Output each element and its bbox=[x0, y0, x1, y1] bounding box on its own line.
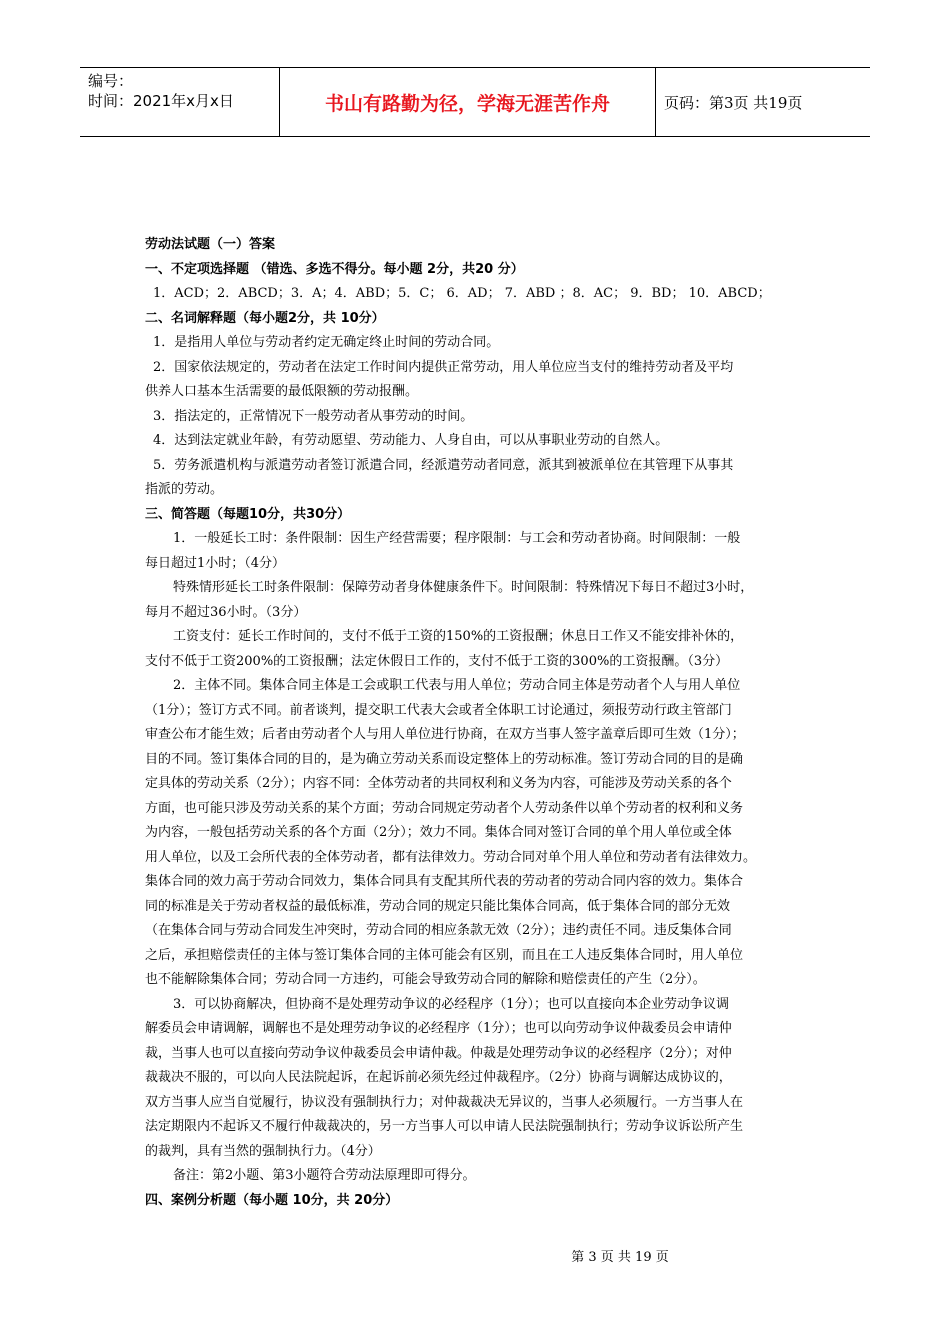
definition-3: 3．指法定的，正常情况下一般劳动者从事劳动的时间。 bbox=[153, 408, 474, 424]
answer-2-line: 为内容，一般包括劳动关系的各个方面（2分）；效力不同。集体合同对签订合同的单个用人单位或全体 bbox=[145, 825, 732, 840]
answer-1-line: 每日超过1小时；（4分） bbox=[145, 555, 286, 571]
answer-2-line: （在集体合同与劳动合同发生冲突时，劳动合同的相应条款无效（2分）；违约责任不同。违反集体合同 bbox=[145, 923, 732, 938]
answer-2-line: 同的标准是关于劳动者权益的最低标准，劳动合同的规定只能比集体合同高，低于集体合同的部分无效 bbox=[145, 898, 731, 914]
definition-5-cont: 指派的劳动。 bbox=[145, 482, 224, 497]
section-1-answers: 1．ACD；2．ABCD；3．A；4．ABD；5．C； 6．AD； 7．ABD ；8．AC； 9．BD； 10．ABCD； bbox=[153, 286, 771, 301]
answer-3-line: 法定期限内不起诉又不履行仲裁裁决的，另一方当事人可以申请人民法院强制执行；劳动争议诉讼所产生 bbox=[145, 1119, 744, 1134]
answer-1-line: 支付不低于工资200%的工资报酬；法定休假日工作的，支付不低于工资的300%的工资报酬。（3分） bbox=[145, 653, 729, 669]
answer-3-line: 裁裁决不服的，可以向人民法院起诉，在起诉前必须先经过仲裁程序。（2分）协商与调解达成协议的， bbox=[145, 1070, 732, 1085]
code-label: 编号： bbox=[88, 72, 134, 90]
section-2-heading: 二、名词解释题（每小题2分，共 10分） bbox=[145, 310, 385, 326]
answer-1-line: 特殊情形延长工时条件限制：保障劳动者身体健康条件下。时间限制：特殊情况下每日不超过3小时， bbox=[173, 580, 754, 595]
answer-2-line: 之后，承担赔偿责任的主体与签订集体合同的主体可能会有区别，而且在工人违反集体合同时，用人单位 bbox=[145, 947, 744, 963]
header-meta bbox=[80, 68, 280, 136]
answer-1-line: 每月不超过36小时。（3分） bbox=[145, 604, 307, 620]
definition-2: 2．国家依法规定的，劳动者在法定工作时间内提供正常劳动，用人单位应当支付的维持劳动者及平均 bbox=[153, 359, 734, 375]
answer-2-line: 定具体的劳动关系（2分）；内容不同：全体劳动者的共同权利和义务为内容，可能涉及劳动关系的各个 bbox=[145, 776, 732, 791]
answer-2-line: 2．主体不同。集体合同主体是工会或职工代表与用人单位；劳动合同主体是劳动者个人与用人单位 bbox=[173, 678, 741, 693]
answer-1-line: 工资支付：延长工作时间的，支付不低于工资的150%的工资报酬；休息日工作又不能安排补休的， bbox=[173, 629, 744, 644]
answer-2-line: 目的不同。签订集体合同的目的，是为确立劳动关系而设定整体上的劳动标准。签订劳动合同的目的是确 bbox=[145, 751, 744, 767]
page-footer: 第 3 页 共 19 页 bbox=[571, 1250, 669, 1265]
answer-2-line: 集体合同的效力高于劳动合同效力，集体合同具有支配其所代表的劳动者的劳动合同内容的效力。集体合 bbox=[145, 874, 744, 889]
doc-title: 劳动法试题（一）答案 bbox=[145, 237, 276, 252]
definition-5: 5．劳务派遣机构与派遣劳动者签订派遣合同，经派遣劳动者同意，派其到被派单位在其管理下从事其 bbox=[153, 457, 734, 473]
answer-2-line: 用人单位，以及工会所代表的全体劳动者，都有法律效力。劳动合同对单个用人单位和劳动者有法律效力。 bbox=[145, 849, 757, 865]
definition-4: 4．达到法定就业年龄，有劳动愿望、劳动能力、人身自由，可以从事职业劳动的自然人。 bbox=[153, 433, 669, 448]
answer-2-line: （1分）；签订方式不同。前者谈判，提交职工代表大会或者全体职工讨论通过，须报劳动行政主管部门 bbox=[145, 702, 732, 718]
header-motto: 书山有路勤为径，学海无涯苦作舟 bbox=[280, 68, 656, 136]
date-label: 时间：2021年x月x日 bbox=[88, 92, 234, 110]
answer-2-line: 审查公布才能生效；后者由劳动者个人与用人单位进行协商，在双方当事人签字盖章后即可生效（1分）； bbox=[145, 727, 745, 742]
answer-3-line: 双方当事人应当自觉履行，协议没有强制执行力；对仲裁裁决无异议的，当事人必须履行。一方当事人在 bbox=[145, 1094, 744, 1110]
section-3-heading: 三、简答题（每题10分，共30分） bbox=[145, 506, 351, 522]
document-body bbox=[145, 233, 815, 1213]
section-4-heading: 四、案例分析题（每小题 10分，共 20分） bbox=[145, 1192, 399, 1208]
header-page-info: 页码：第3页 共19页 bbox=[664, 93, 803, 112]
section-1-heading: 一、不定项选择题 （错选、多选不得分。每小题 2分，共20 分） bbox=[145, 261, 524, 277]
answer-3-line: 裁，当事人也可以直接向劳动争议仲裁委员会申请仲裁。仲裁是处理劳动争议的必经程序（2分）；对仲 bbox=[145, 1045, 732, 1061]
answer-2-line: 方面，也可能只涉及劳动关系的某个方面；劳动合同规定劳动者个人劳动条件以单个劳动者的权利和义务 bbox=[145, 800, 744, 816]
answer-3-line: 3．可以协商解决，但协商不是处理劳动争议的必经程序（1分）；也可以直接向本企业劳动争议调 bbox=[173, 996, 730, 1012]
answer-3-line: 解委员会申请调解，调解也不是处理劳动争议的必经程序（1分）；也可以向劳动争议仲裁委员会申请仲 bbox=[145, 1021, 732, 1036]
answer-3-line: 的裁判，具有当然的强制执行力。（4分） bbox=[145, 1143, 381, 1159]
answer-1-line: 1．一般延长工时：条件限制：因生产经营需要；程序限制：与工会和劳动者协商。时间限制：一般 bbox=[173, 531, 741, 546]
definition-2-cont: 供养人口基本生活需要的最低限额的劳动报酬。 bbox=[145, 384, 419, 399]
definition-1: 1．是指用人单位与劳动者约定无确定终止时间的劳动合同。 bbox=[153, 335, 500, 350]
remark-note: 备注：第2小题、第3小题符合劳动法原理即可得分。 bbox=[173, 1168, 476, 1183]
page-header bbox=[80, 67, 870, 137]
answer-2-line: 也不能解除集体合同；劳动合同一方违约，可能会导致劳动合同的解除和赔偿责任的产生（2分）。 bbox=[145, 972, 706, 987]
